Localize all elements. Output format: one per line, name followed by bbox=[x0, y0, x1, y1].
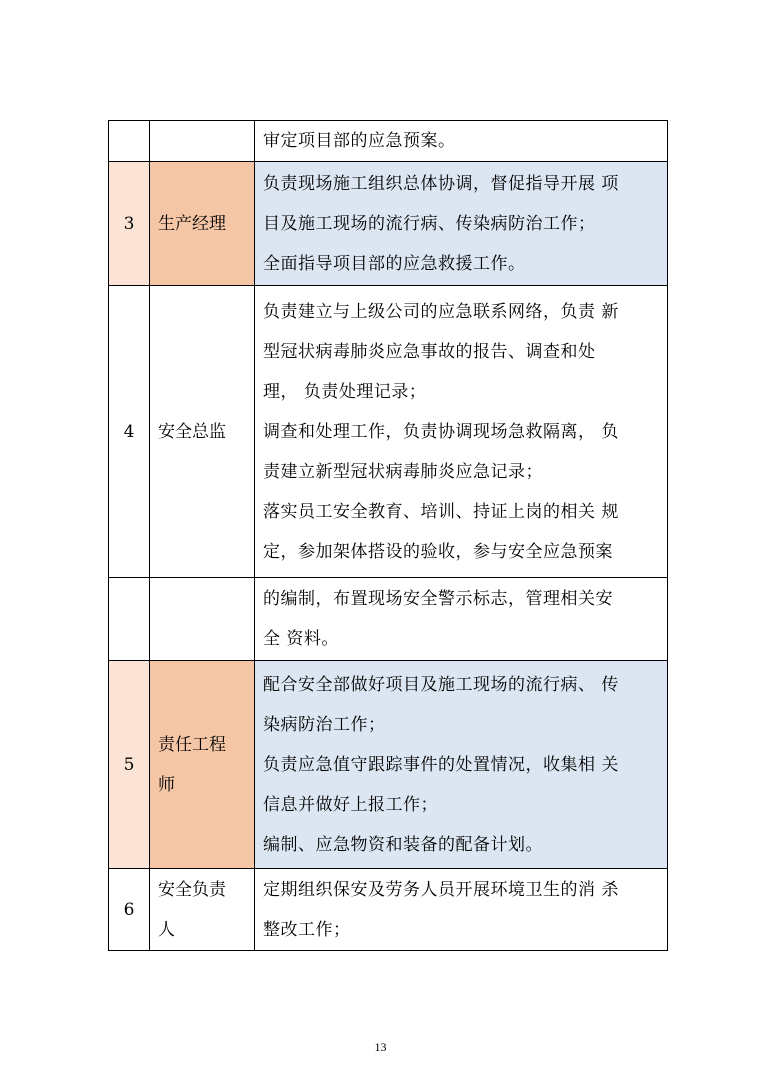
table-row bbox=[109, 121, 668, 162]
duty-line: 定，参加架体搭设的验收，参与安全应急预案 bbox=[263, 541, 613, 562]
role-line: 人 bbox=[158, 919, 175, 940]
duty-line: 配合安全部做好项目及施工现场的流行病、 传 bbox=[263, 674, 619, 695]
role-cell bbox=[150, 869, 255, 951]
duty-cell bbox=[255, 578, 668, 661]
duty-line: 负责建立与上级公司的应急联系网络，负责 新 bbox=[263, 301, 619, 322]
table-row bbox=[109, 578, 668, 661]
duty-line: 理， 负责处理记录； bbox=[263, 381, 427, 402]
duty-cell bbox=[255, 121, 668, 162]
responsibility-table bbox=[108, 120, 668, 951]
duty-cell bbox=[255, 162, 668, 286]
role-cell bbox=[150, 578, 255, 661]
row-number-cell bbox=[109, 121, 150, 162]
table-row bbox=[109, 869, 668, 951]
table-row bbox=[109, 286, 668, 578]
duty-line: 的编制，布置现场安全警示标志，管理相关安 bbox=[263, 589, 613, 609]
role-cell: 安全总监 bbox=[150, 286, 255, 578]
role-line: 责任工程 bbox=[158, 734, 226, 755]
duty-line: 染病防治工作； bbox=[263, 714, 386, 735]
duty-cell bbox=[255, 661, 668, 869]
row-number-cell: 5 bbox=[109, 661, 150, 869]
duty-line: 编制、应急物资和装备的配备计划。 bbox=[263, 834, 543, 855]
duty-cell bbox=[255, 869, 668, 951]
page-number: 13 bbox=[374, 1040, 387, 1054]
duty-line: 信息并做好上报工作； bbox=[263, 794, 438, 815]
role-cell bbox=[150, 121, 255, 162]
duty-line: 定期组织保安及劳务人员开展环境卫生的消 杀 bbox=[263, 879, 619, 900]
role-line: 师 bbox=[158, 774, 175, 795]
row-number-cell bbox=[109, 578, 150, 661]
table-row bbox=[109, 661, 668, 869]
duty-line: 负责现场施工组织总体协调，督促指导开展 项 bbox=[263, 173, 619, 194]
duty-line: 审定项目部的应急预案。 bbox=[263, 131, 456, 151]
duty-line: 目及施工现场的流行病、传染病防治工作； bbox=[263, 213, 596, 234]
duty-line: 型冠状病毒肺炎应急事故的报告、调查和处 bbox=[263, 341, 596, 362]
duty-line: 落实员工安全教育、培训、持证上岗的相关 规 bbox=[263, 501, 619, 522]
table-row bbox=[109, 162, 668, 286]
duty-line: 调查和处理工作，负责协调现场急救隔离， 负 bbox=[263, 421, 619, 442]
duty-line: 负责应急值守跟踪事件的处置情况，收集相 关 bbox=[263, 754, 619, 775]
duty-line: 全面指导项目部的应急救援工作。 bbox=[263, 253, 526, 274]
role-cell bbox=[150, 661, 255, 869]
role-line: 安全负责 bbox=[158, 879, 226, 900]
row-number-cell: 4 bbox=[109, 286, 150, 578]
duty-line: 全 资料。 bbox=[263, 629, 339, 649]
role-cell: 生产经理 bbox=[150, 162, 255, 286]
duty-cell bbox=[255, 286, 668, 578]
row-number-cell: 3 bbox=[109, 162, 150, 286]
row-number-cell: 6 bbox=[109, 869, 150, 951]
duty-line: 整改工作； bbox=[263, 919, 351, 940]
duty-line: 责建立新型冠状病毒肺炎应急记录； bbox=[263, 461, 543, 482]
